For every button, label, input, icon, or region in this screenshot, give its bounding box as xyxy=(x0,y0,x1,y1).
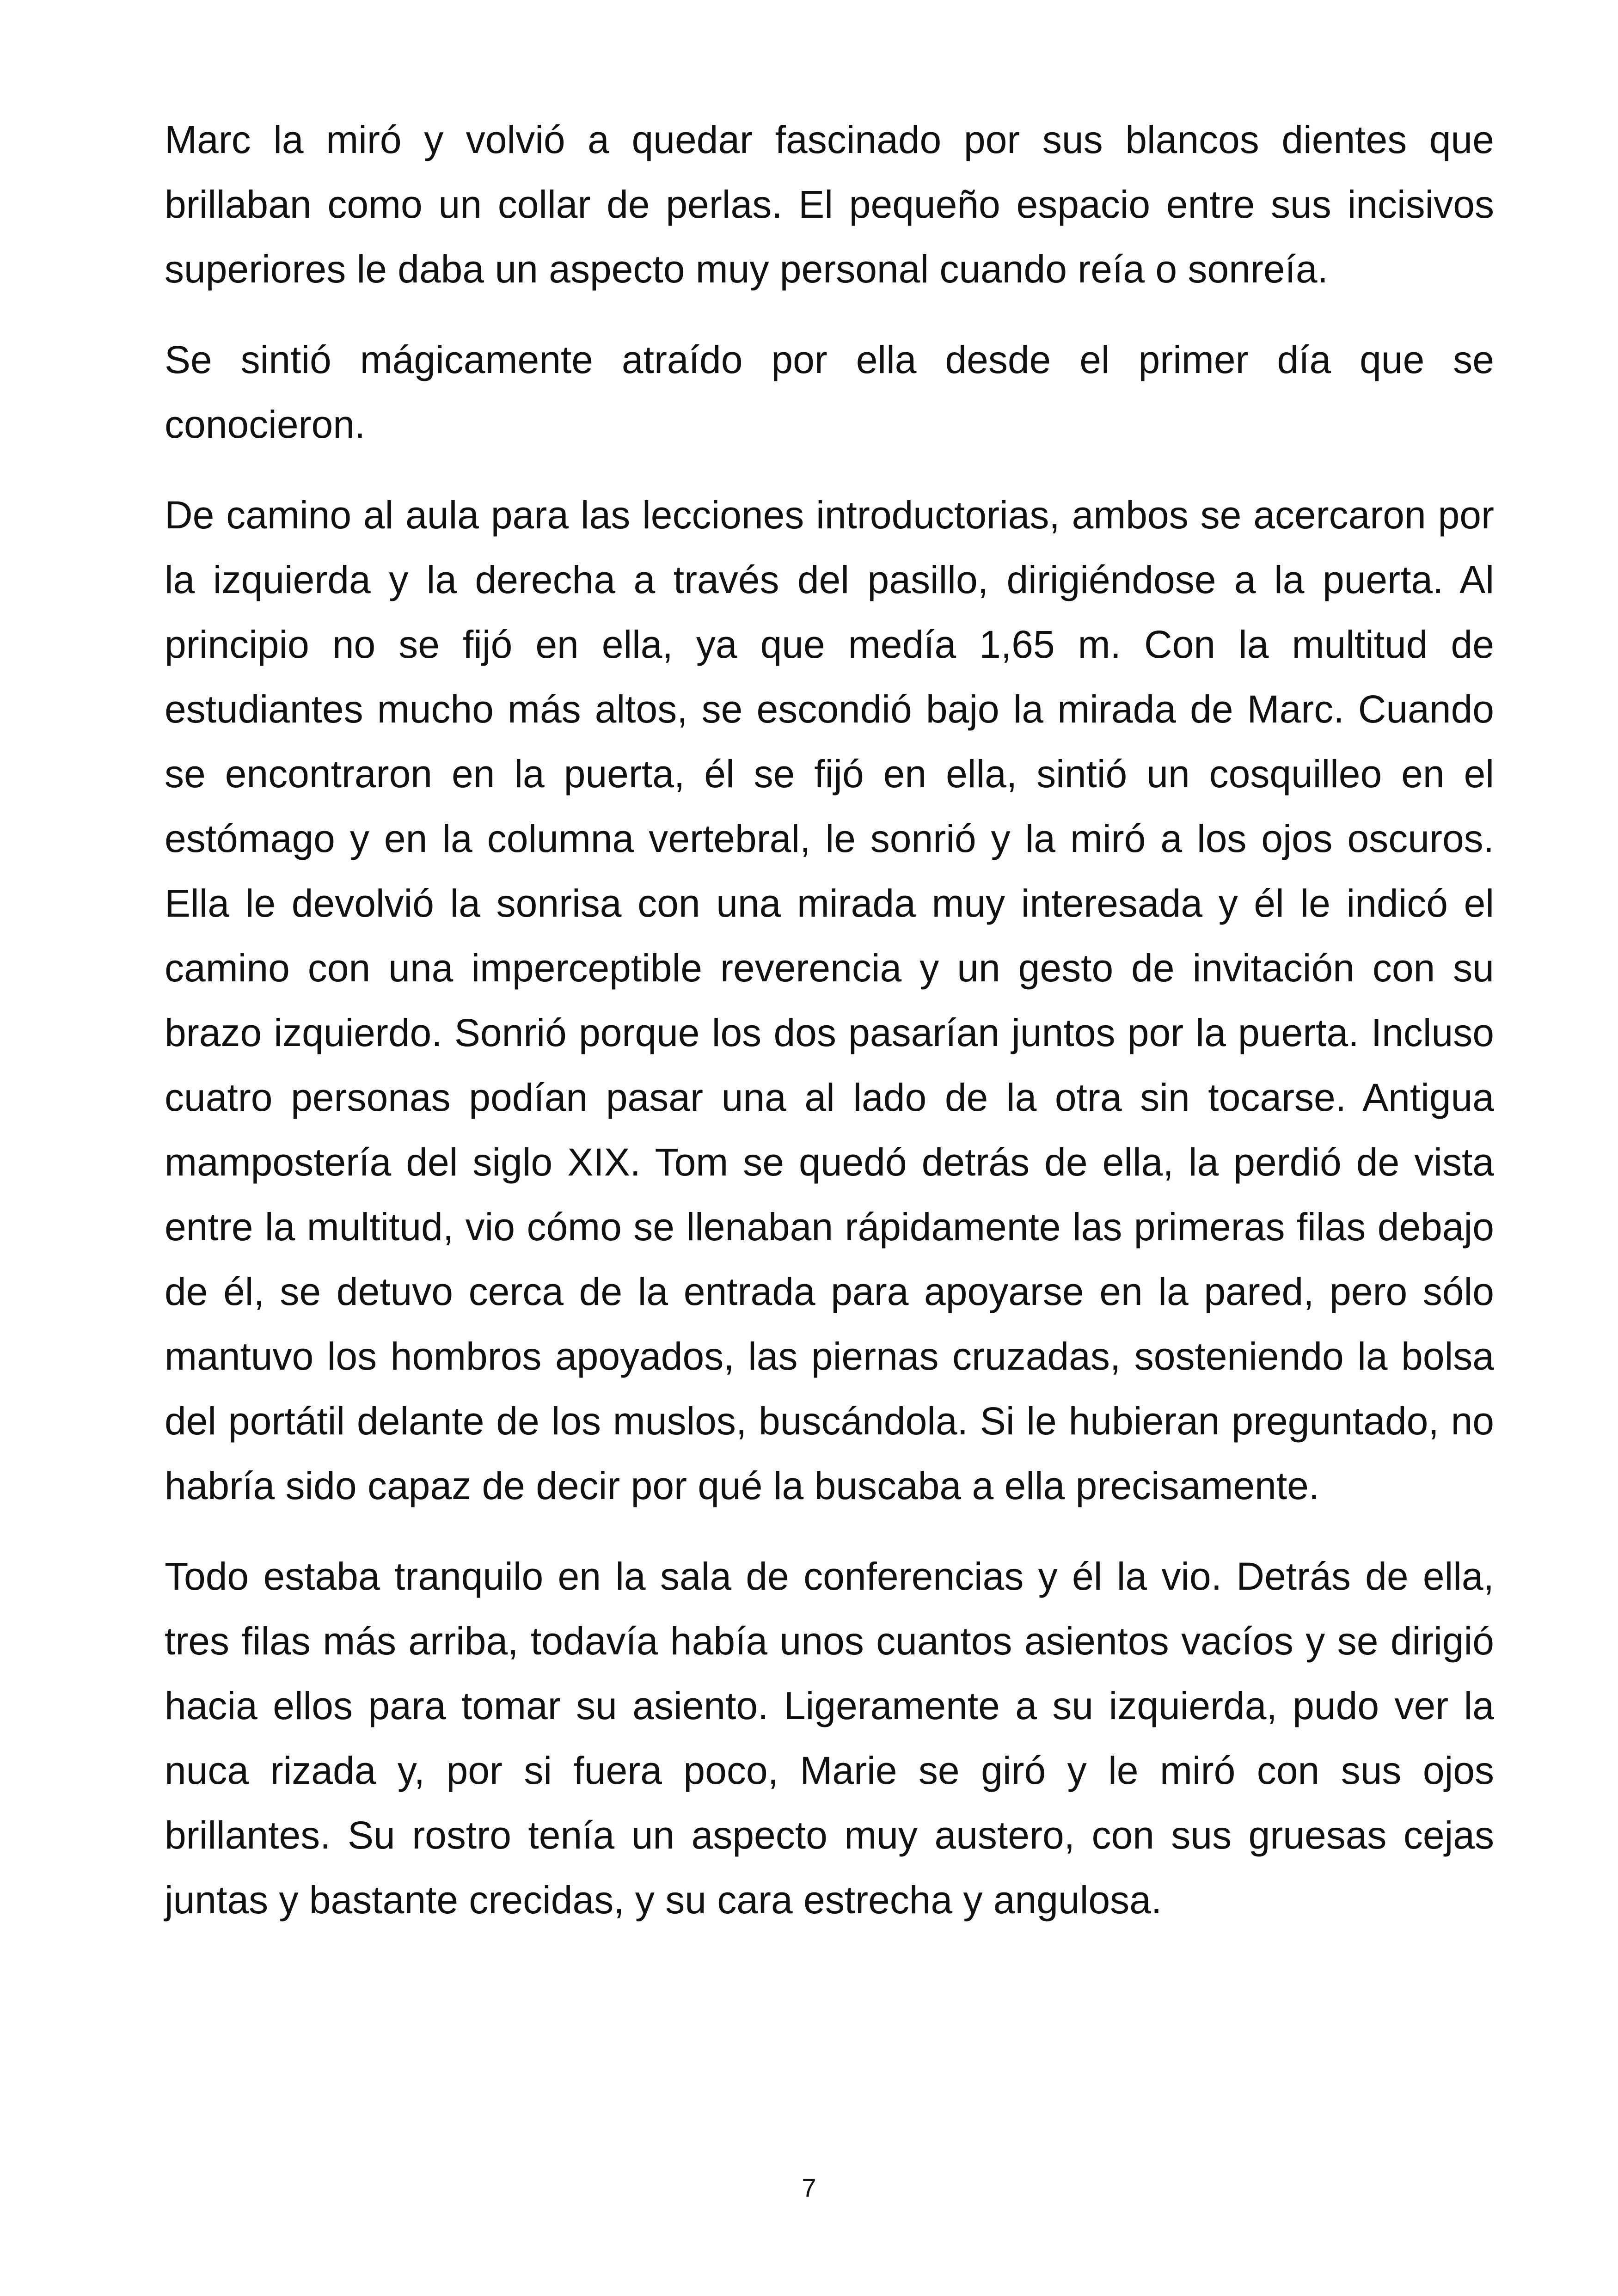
paragraph-3: De camino al aula para las lecciones introductorias, ambos se acercaron por la izquierda y la derecha a través del pasillo, dirigiéndose a la puerta. Al principio no se fijó en ella, ya que medía 1,65 m. Con la multitud de estudiantes mucho más altos, se escondió bajo la mirada de Marc. Cuando se encontraron en la puerta, él se fijó en ella, sintió un cosquilleo en el estómago y en la columna vertebral, le sonrió y la miró a los ojos oscuros. Ella le devolvió la sonrisa con una mirada muy interesada y él le indicó el camino con una imperceptible reverencia y un gesto de invitación con su brazo izquierdo. Sonrió porque los dos pasarían juntos por la puerta. Incluso cuatro personas podían pasar una al lado de la otra sin tocarse. Antigua mampostería del siglo XIX. Tom se quedó detrás de ella, la perdió de vista entre la multitud, vio cómo se llenaban rápidamente las primeras filas debajo de él, se detuvo cerca de la entrada para apoyarse en la pared, pero sólo mantuvo los hombros apoyados, las piernas cruzadas, sosteniendo la bolsa del portátil delante de los muslos, buscándola. Si le hubieran preguntado, no habría sido capaz de decir por qué la buscaba a ella precisamente. xyxy=(165,493,1494,1507)
paragraph-4: Todo estaba tranquilo en la sala de conferencias y él la vio. Detrás de ella, tres filas más arriba, todavía había unos cuantos asientos vacíos y se dirigió hacia ellos para tomar su asiento. Ligeramente a su izquierda, pudo ver la nuca rizada y, por si fuera poco, Marie se giró y le miró con sus ojos brillantes. Su rostro tenía un aspecto muy austero, con sus gruesas cejas juntas y bastante crecidas, y su cara estrecha y angulosa. xyxy=(165,1555,1494,1922)
paragraph-2: Se sintió mágicamente atraído por ella desde el primer día que se conocieron. xyxy=(165,338,1494,446)
body-text xyxy=(165,107,1494,1958)
page-number: 7 xyxy=(802,2173,816,2202)
paragraph-1: Marc la miró y volvió a quedar fascinado por sus blancos dientes que brillaban como un collar de perlas. El pequeño espacio entre sus incisivos superiores le daba un aspecto muy personal cuando reía o sonreía. xyxy=(165,118,1494,291)
